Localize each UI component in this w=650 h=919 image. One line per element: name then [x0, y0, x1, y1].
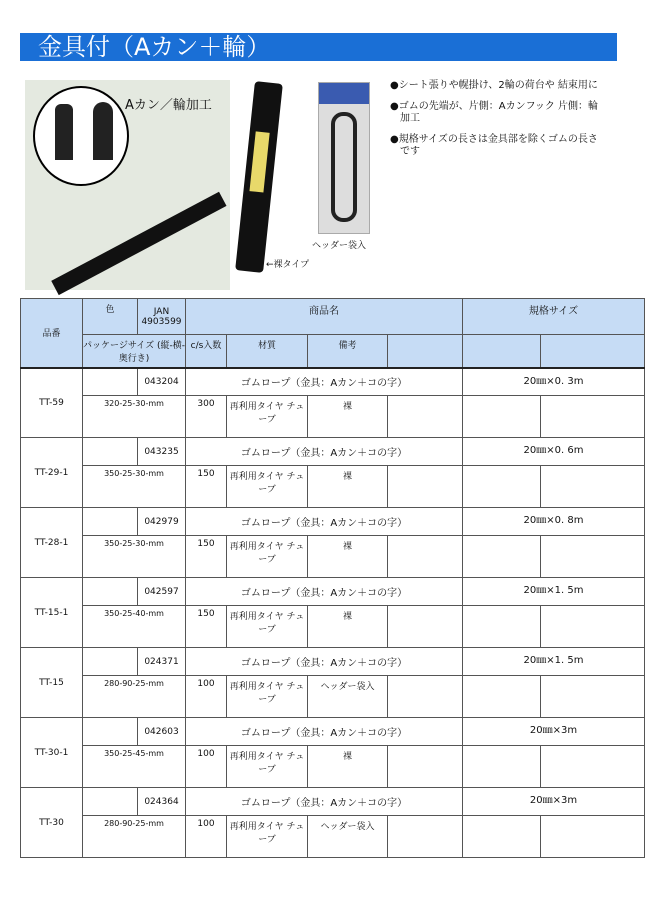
color-cell — [83, 438, 138, 466]
blank-cell — [463, 396, 541, 438]
color-cell — [83, 368, 138, 396]
jan-code: 043204 — [138, 368, 186, 396]
note: ヘッダー袋入 — [308, 676, 388, 718]
package-size: 350-25-40-mm — [83, 606, 186, 648]
product-size: 20㎜×0. 6m — [463, 438, 645, 466]
header-color: 色 — [83, 299, 138, 335]
feature-item: ●シート張りや幌掛け、2輪の荷台や 結束用に — [390, 80, 598, 91]
product-photo-hook — [25, 80, 230, 290]
product-size: 20㎜×3m — [463, 788, 645, 816]
case-quantity: 100 — [186, 676, 227, 718]
note: 裸 — [308, 536, 388, 578]
color-cell — [83, 648, 138, 676]
blank-cell — [541, 676, 645, 718]
package-size: 350-25-30-mm — [83, 466, 186, 508]
feature-item: ●ゴムの先端が、片側：Aカンフック 片側：輪加工 — [390, 101, 599, 124]
table-row — [21, 368, 645, 396]
jan-code: 024371 — [138, 648, 186, 676]
package-size: 320-25-30-mm — [83, 396, 186, 438]
jan-code: 042979 — [138, 508, 186, 536]
product-photo-header-bag — [318, 82, 370, 234]
header-blank — [388, 335, 463, 368]
product-size: 20㎜×0. 8m — [463, 508, 645, 536]
note: ヘッダー袋入 — [308, 816, 388, 858]
header-jan: JAN 4903599 — [138, 299, 186, 335]
package-size: 350-25-30-mm — [83, 536, 186, 578]
product-code: TT-15 — [21, 648, 83, 718]
table-row-detail — [21, 746, 645, 788]
table-row — [21, 718, 645, 746]
product-name: ゴムロープ（金具：Aカン＋コの字） — [186, 508, 463, 536]
product-size: 20㎜×3m — [463, 718, 645, 746]
product-photo-bare — [235, 81, 283, 273]
header-material: 材質 — [227, 335, 308, 368]
product-name: ゴムロープ（金具：Aカン＋コの字） — [186, 788, 463, 816]
header-size: 規格サイズ — [463, 299, 645, 335]
note: 裸 — [308, 606, 388, 648]
color-cell — [83, 508, 138, 536]
blank-cell — [541, 536, 645, 578]
caption-header: ヘッダー袋入 — [312, 241, 367, 251]
material: 再利用タイヤ チューブ — [227, 396, 308, 438]
jan-code: 042603 — [138, 718, 186, 746]
color-cell — [83, 718, 138, 746]
header-blank — [463, 335, 541, 368]
header-name: 商品名 — [186, 299, 463, 335]
table-row — [21, 508, 645, 536]
header-cs: c/s入数 — [186, 335, 227, 368]
table-row-detail — [21, 676, 645, 718]
case-quantity: 100 — [186, 816, 227, 858]
product-name: ゴムロープ（金具：Aカン＋コの字） — [186, 368, 463, 396]
header-note: 備考 — [308, 335, 388, 368]
material: 再利用タイヤ チューブ — [227, 606, 308, 648]
hook-detail-image — [33, 86, 129, 186]
feature-item: ●規格サイズの長さは金具部を除くゴムの長さです — [390, 134, 598, 157]
material: 再利用タイヤ チューブ — [227, 816, 308, 858]
caption-bare: ←裸タイプ — [266, 260, 310, 270]
blank-cell — [463, 676, 541, 718]
blank-cell — [463, 466, 541, 508]
jan-code: 043235 — [138, 438, 186, 466]
product-name: ゴムロープ（金具：Aカン＋コの字） — [186, 648, 463, 676]
jan-code: 042597 — [138, 578, 186, 606]
package-size: 280-90-25-mm — [83, 816, 186, 858]
table-row — [21, 438, 645, 466]
product-size: 20㎜×1. 5m — [463, 648, 645, 676]
blank-cell — [388, 396, 463, 438]
feature-list — [390, 80, 600, 167]
material: 再利用タイヤ チューブ — [227, 676, 308, 718]
color-cell — [83, 578, 138, 606]
table-row-detail — [21, 536, 645, 578]
table-row-detail — [21, 816, 645, 858]
product-code: TT-30-1 — [21, 718, 83, 788]
product-code: TT-28-1 — [21, 508, 83, 578]
jan-code: 024364 — [138, 788, 186, 816]
product-code: TT-15-1 — [21, 578, 83, 648]
case-quantity: 150 — [186, 536, 227, 578]
product-table — [20, 298, 645, 858]
material: 再利用タイヤ チューブ — [227, 466, 308, 508]
blank-cell — [463, 746, 541, 788]
product-code: TT-30 — [21, 788, 83, 858]
table-row — [21, 788, 645, 816]
blank-cell — [541, 396, 645, 438]
blank-cell — [388, 676, 463, 718]
blank-cell — [541, 466, 645, 508]
blank-cell — [388, 466, 463, 508]
product-size: 20㎜×0. 3m — [463, 368, 645, 396]
note: 裸 — [308, 746, 388, 788]
blank-cell — [541, 816, 645, 858]
note: 裸 — [308, 396, 388, 438]
case-quantity: 300 — [186, 396, 227, 438]
table-row-detail — [21, 396, 645, 438]
package-size: 280-90-25-mm — [83, 676, 186, 718]
case-quantity: 150 — [186, 606, 227, 648]
product-name: ゴムロープ（金具：Aカン＋コの字） — [186, 718, 463, 746]
blank-cell — [463, 606, 541, 648]
blank-cell — [388, 816, 463, 858]
product-size: 20㎜×1. 5m — [463, 578, 645, 606]
table-row — [21, 648, 645, 676]
callout-label: Aカン／輪加工 — [125, 98, 212, 113]
header-blank — [541, 335, 645, 368]
case-quantity: 100 — [186, 746, 227, 788]
table-row-detail — [21, 606, 645, 648]
blank-cell — [388, 606, 463, 648]
material: 再利用タイヤ チューブ — [227, 746, 308, 788]
page-title: 金具付（Aカン＋輪） — [20, 33, 617, 61]
blank-cell — [388, 536, 463, 578]
material: 再利用タイヤ チューブ — [227, 536, 308, 578]
product-code: TT-29-1 — [21, 438, 83, 508]
header-code: 品番 — [21, 299, 83, 368]
table-row-detail — [21, 466, 645, 508]
blank-cell — [463, 816, 541, 858]
header-package: パッケージサイズ (縦-横-奥行き) — [83, 335, 186, 368]
blank-cell — [541, 606, 645, 648]
case-quantity: 150 — [186, 466, 227, 508]
product-name: ゴムロープ（金具：Aカン＋コの字） — [186, 438, 463, 466]
blank-cell — [388, 746, 463, 788]
note: 裸 — [308, 466, 388, 508]
package-size: 350-25-45-mm — [83, 746, 186, 788]
blank-cell — [463, 536, 541, 578]
table-row — [21, 578, 645, 606]
product-code: TT-59 — [21, 368, 83, 438]
product-name: ゴムロープ（金具：Aカン＋コの字） — [186, 578, 463, 606]
color-cell — [83, 788, 138, 816]
strap-image — [51, 192, 226, 295]
blank-cell — [541, 746, 645, 788]
